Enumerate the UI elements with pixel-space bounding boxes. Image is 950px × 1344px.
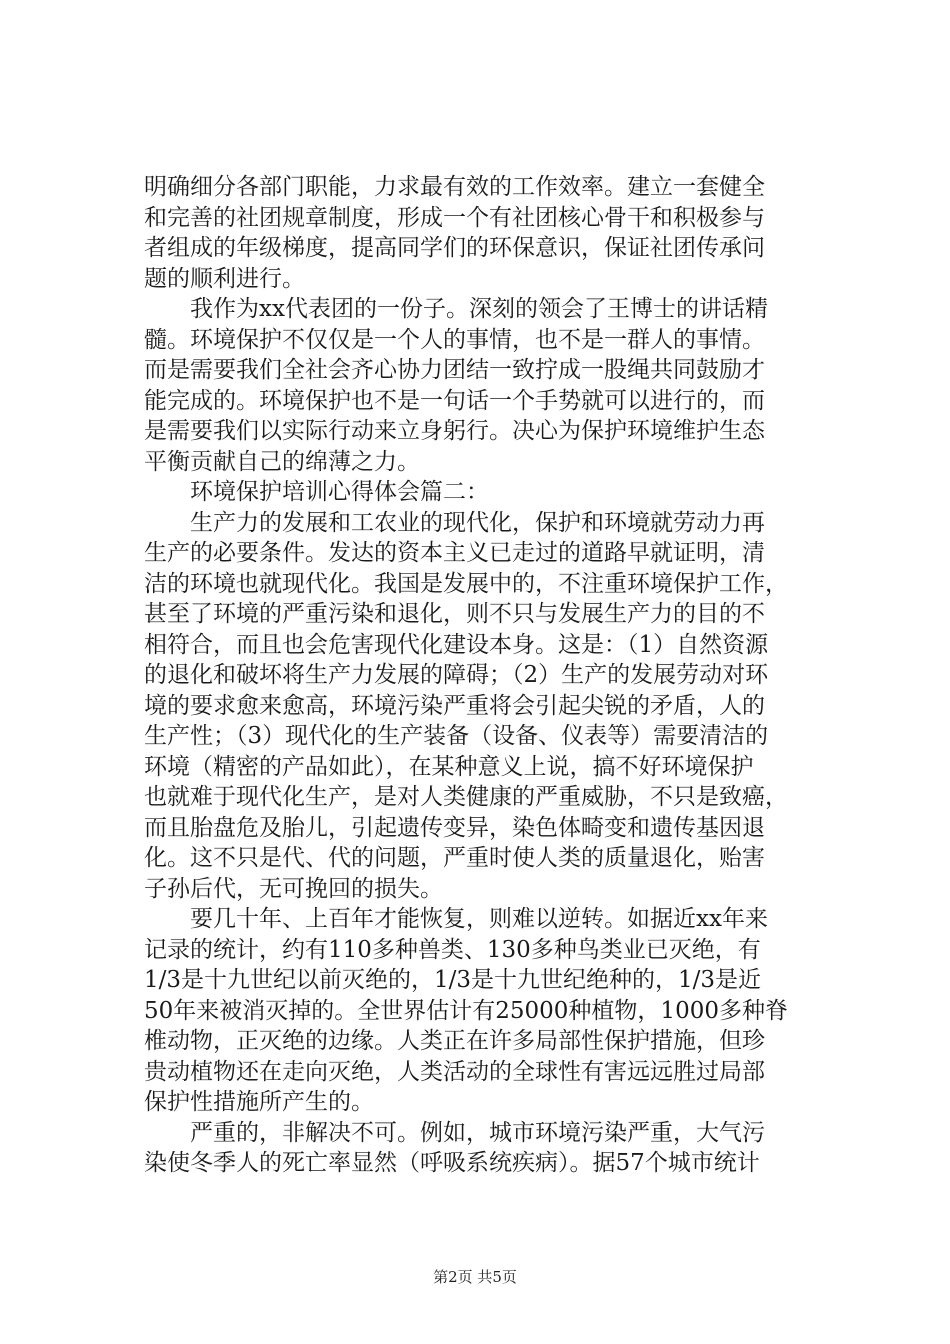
section-heading: 环境保护培训心得体会篇二： bbox=[144, 479, 489, 505]
text-line: 和完善的社团规章制度，形成一个有社团核心骨干和积极参与 bbox=[144, 204, 765, 231]
text-line: 我作为xx代表团的一份子。深刻的领会了王博士的讲话精 bbox=[144, 296, 768, 322]
text-line: 贵动植物还在走向灭绝，人类活动的全球性有害远远胜过局部 bbox=[144, 1058, 765, 1085]
text-line: 生产的必要条件。发达的资本主义已走过的道路早就证明，清 bbox=[144, 540, 765, 566]
text-line: 而且胎盘危及胎儿，引起遗传变异，染色体畸变和遗传基因退 bbox=[144, 814, 765, 841]
text-line: 甚至了环境的严重污染和退化，则不只与发展生产力的目的不 bbox=[144, 601, 765, 627]
text-line: 相符合，而且也会危害现代化建设本身。这是：（1）自然资源 bbox=[144, 631, 769, 658]
text-line: 50年来被消灭掉的。全世界估计有25000种植物，1000多种脊 bbox=[144, 997, 788, 1024]
text-line: 生产力的发展和工农业的现代化，保护和环境就劳动力再 bbox=[144, 509, 765, 536]
text-line: 平衡贡献自己的绵薄之力。 bbox=[144, 448, 420, 475]
text-line: 明确细分各部门职能，力求最有效的工作效率。建立一套健全 bbox=[144, 174, 765, 200]
text-line: 椎动物，正灭绝的边缘。人类正在许多局部性保护措施，但珍 bbox=[144, 1028, 765, 1054]
text-line: 生产性；（3）现代化的生产装备（设备、仪表等）需要清洁的 bbox=[144, 723, 769, 749]
text-line: 环境（精密的产品如此），在某种意义上说，搞不好环境保护 bbox=[144, 753, 754, 780]
text-line: 记录的统计，约有110多种兽类、130多种鸟类业已灭绝，有 bbox=[144, 936, 761, 963]
text-line: 的退化和破坏将生产力发展的障碍；（2）生产的发展劳动对环 bbox=[144, 662, 769, 688]
text-line: 是需要我们以实际行动来立身躬行。决心为保护环境维护生态 bbox=[144, 418, 765, 444]
text-line: 保护性措施所产生的。 bbox=[144, 1089, 374, 1115]
text-line: 而是需要我们全社会齐心协力团结一致拧成一股绳共同鼓励才 bbox=[144, 357, 765, 383]
text-line: 题的顺利进行。 bbox=[144, 265, 305, 292]
text-line: 子孙后代，无可挽回的损失。 bbox=[144, 875, 443, 902]
text-line: 髓。环境保护不仅仅是一个人的事情，也不是一群人的事情。 bbox=[144, 326, 765, 353]
text-line: 严重的，非解决不可。例如，城市环境污染严重，大气污 bbox=[144, 1119, 765, 1146]
text-line: 化。这不只是代、代的问题，严重时使人类的质量退化，贻害 bbox=[144, 845, 765, 871]
text-line: 洁的环境也就现代化。我国是发展中的，不注重环境保护工作， bbox=[144, 570, 788, 597]
page-number-footer: 第2页 共5页 bbox=[433, 1268, 517, 1286]
text-line: 1/3是十九世纪以前灭绝的，1/3是十九世纪绝种的，1/3是近 bbox=[144, 967, 762, 993]
text-line: 要几十年、上百年才能恢复，则难以逆转。如据近xx年来 bbox=[144, 906, 768, 932]
text-line: 也就难于现代化生产，是对人类健康的严重威胁，不只是致癌， bbox=[144, 784, 788, 810]
document-body bbox=[144, 172, 824, 1179]
text-line: 者组成的年级梯度，提高同学们的环保意识，保证社团传承问 bbox=[144, 235, 765, 261]
text-line: 染使冬季人的死亡率显然（呼吸系统疾病）。据57个城市统计 bbox=[144, 1150, 760, 1176]
text-line: 境的要求愈来愈高，环境污染严重将会引起尖锐的矛盾，人的 bbox=[144, 692, 765, 719]
text-line: 能完成的。环境保护也不是一句话一个手势就可以进行的，而 bbox=[144, 387, 765, 414]
